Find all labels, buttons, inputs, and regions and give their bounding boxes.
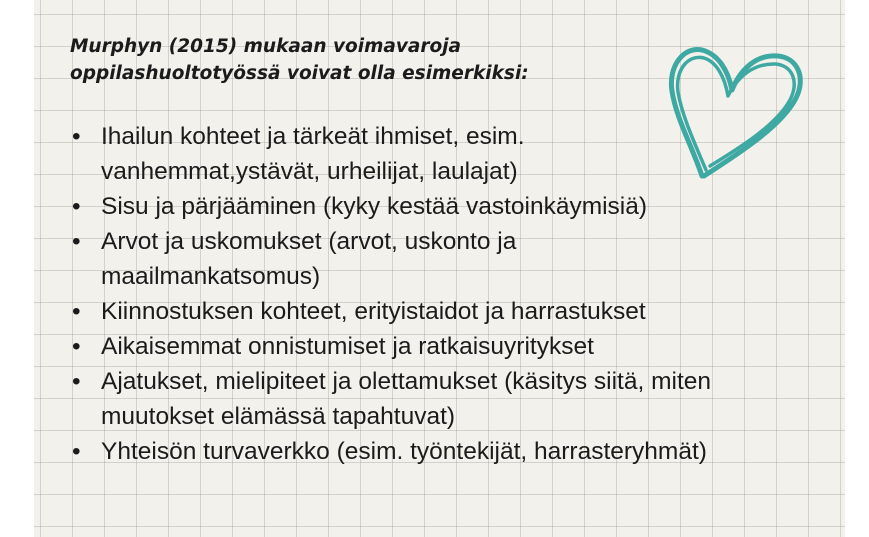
bullet: • xyxy=(72,368,81,395)
list-item-line-1: Ihailun kohteet ja tärkeät ihmiset, esim. xyxy=(101,123,525,150)
list-item-line-2: muutokset elämässä tapahtuvat) xyxy=(101,403,456,430)
bullet: • xyxy=(72,123,81,150)
list-item-line-1: Yhteisön turvaverkko (esim. työntekijät, harrasteryhmät) xyxy=(101,438,707,465)
list-item-line-1: Ajatukset, mielipiteet ja olettamukset (käsitys siitä, miten xyxy=(101,368,712,395)
resource-list xyxy=(68,119,828,469)
bullet: • xyxy=(72,228,81,255)
bullet: • xyxy=(72,193,81,220)
list-item xyxy=(68,119,828,189)
bullet: • xyxy=(72,438,81,465)
list-item xyxy=(68,224,828,294)
heading-line-2: oppilashuoltotyössä voivat olla esimerkiksi: xyxy=(70,63,529,84)
heading xyxy=(70,33,630,87)
list-item xyxy=(68,189,828,224)
list-item xyxy=(68,294,828,329)
list-item-line-1: Sisu ja pärjääminen (kyky kestää vastoinkäymisiä) xyxy=(101,193,648,220)
list-item xyxy=(68,329,828,364)
list-item xyxy=(68,364,828,434)
heading-line-1: Murphyn (2015) mukaan voimavaroja xyxy=(70,36,462,57)
list-item-line-1: Aikaisemmat onnistumiset ja ratkaisuyritykset xyxy=(101,333,594,360)
bullet: • xyxy=(72,333,81,360)
list-item xyxy=(68,434,828,469)
bullet: • xyxy=(72,298,81,325)
list-item-line-1: Kiinnostuksen kohteet, erityistaidot ja harrastukset xyxy=(101,298,646,325)
list-item-line-2: maailmankatsomus) xyxy=(101,263,321,290)
list-item-line-1: Arvot ja uskomukset (arvot, uskonto ja xyxy=(101,228,517,255)
list-item-line-2: vanhemmat,ystävät, urheilijat, laulajat) xyxy=(101,158,518,185)
